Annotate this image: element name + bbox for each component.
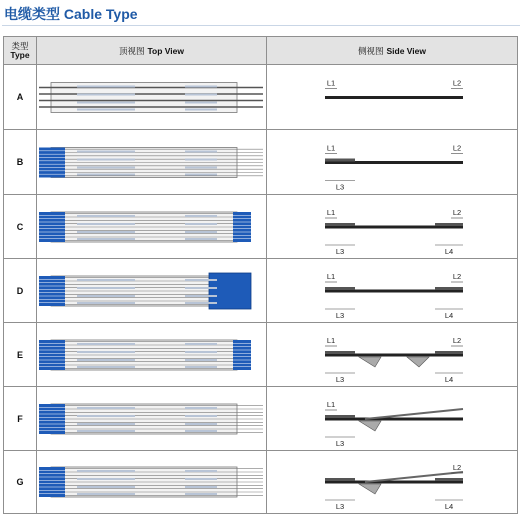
print-mark xyxy=(185,279,217,281)
stiffener-right-profile xyxy=(435,351,463,354)
page-title: 电缆类型 Cable Type xyxy=(4,6,138,22)
top-view-drawing xyxy=(37,195,266,259)
stiffener-left xyxy=(39,148,65,178)
stiffener-left xyxy=(39,276,65,306)
dimension-l1: L1 xyxy=(326,208,336,217)
print-mark xyxy=(185,151,217,153)
dimension-l1: L1 xyxy=(326,143,336,153)
cable-row-e xyxy=(4,323,517,387)
dimension-l2: L2 xyxy=(452,272,462,281)
stiffener-left-profile xyxy=(325,415,355,418)
dimension-l3: L3 xyxy=(335,182,345,192)
fold-tab xyxy=(359,357,381,367)
print-mark xyxy=(77,167,135,169)
print-mark xyxy=(185,94,217,96)
print-mark xyxy=(77,486,135,488)
print-mark xyxy=(77,470,135,472)
print-mark xyxy=(77,279,135,281)
cable-profile xyxy=(325,96,463,99)
header-top-view xyxy=(37,37,266,65)
row-type-label: A xyxy=(16,92,24,102)
print-mark xyxy=(77,423,135,425)
stiffener-right-profile xyxy=(435,478,463,481)
header-top-cn: 顶视图 xyxy=(118,45,145,56)
stiffener-left xyxy=(39,404,65,434)
fold-tab xyxy=(407,357,429,367)
print-mark xyxy=(185,295,217,297)
print-mark xyxy=(77,94,135,96)
cable-row-d xyxy=(4,259,517,323)
print-mark xyxy=(185,223,217,225)
print-mark xyxy=(77,343,135,345)
top-view-drawing xyxy=(37,65,266,130)
print-mark xyxy=(185,238,217,240)
print-mark xyxy=(185,366,217,368)
print-mark xyxy=(185,287,217,289)
stiffener-right xyxy=(233,340,251,370)
print-mark xyxy=(77,151,135,153)
stiffener-left-profile xyxy=(325,287,355,290)
print-mark xyxy=(185,231,217,233)
stiffener-left-profile xyxy=(325,351,355,354)
row-type-label: E xyxy=(16,349,23,360)
row-type-label: G xyxy=(16,477,24,487)
cable-row-g xyxy=(4,451,517,513)
column-divider xyxy=(266,37,267,513)
dimension-l4: L4 xyxy=(444,502,454,511)
print-mark xyxy=(77,295,135,297)
side-view-drawing xyxy=(267,130,517,195)
dimension-l1: L1 xyxy=(326,400,336,409)
print-mark xyxy=(77,302,135,304)
side-view-drawing xyxy=(267,259,517,323)
fold-tab xyxy=(359,421,381,431)
dimension-l3: L3 xyxy=(335,247,345,256)
dimension-l4: L4 xyxy=(444,247,454,256)
cable-row-f xyxy=(4,387,517,451)
cable-row-c xyxy=(4,195,517,259)
fold-tab xyxy=(359,484,381,494)
dimension-l4: L4 xyxy=(444,375,454,384)
print-mark xyxy=(77,351,135,353)
stiffener-left-profile xyxy=(325,159,355,162)
header-type xyxy=(4,37,36,65)
print-mark xyxy=(185,159,217,161)
title-divider xyxy=(2,25,520,26)
print-mark xyxy=(185,423,217,425)
dimension-l2: L2 xyxy=(452,78,462,88)
print-mark xyxy=(185,430,217,432)
stiffener-left xyxy=(39,467,65,497)
stiffener-left xyxy=(39,340,65,370)
print-mark xyxy=(185,470,217,472)
print-mark xyxy=(77,430,135,432)
side-view-drawing xyxy=(267,451,517,513)
dimension-l1: L1 xyxy=(326,78,336,88)
top-view-drawing xyxy=(37,387,266,451)
column-divider xyxy=(36,37,37,513)
print-mark xyxy=(185,407,217,409)
stiffener-right-profile xyxy=(435,223,463,226)
stiffener-left xyxy=(39,212,65,242)
dimension-l2: L2 xyxy=(452,208,462,217)
print-mark xyxy=(77,109,135,111)
dimension-l1: L1 xyxy=(326,272,336,281)
side-view-drawing xyxy=(267,323,517,387)
print-mark xyxy=(185,486,217,488)
print-mark xyxy=(185,478,217,480)
top-view-drawing xyxy=(37,451,266,513)
row-type-label: B xyxy=(16,157,24,167)
dimension-l2: L2 xyxy=(452,143,462,153)
print-mark xyxy=(77,359,135,361)
top-view-drawing xyxy=(37,259,266,323)
stiffener-right xyxy=(233,212,251,242)
row-type-label: F xyxy=(17,413,23,424)
print-mark xyxy=(77,223,135,225)
table-header xyxy=(4,37,517,65)
dimension-l3: L3 xyxy=(335,311,345,320)
dimension-l2: L2 xyxy=(452,336,462,345)
top-view-drawing xyxy=(37,130,266,195)
print-mark xyxy=(185,167,217,169)
cable-type-table xyxy=(3,36,518,514)
print-mark xyxy=(185,359,217,361)
print-mark xyxy=(77,86,135,88)
print-mark xyxy=(77,287,135,289)
cable-row-b xyxy=(4,130,517,195)
side-view-drawing xyxy=(267,387,517,451)
print-mark xyxy=(185,215,217,217)
print-mark xyxy=(185,102,217,104)
row-type-label: C xyxy=(16,221,24,232)
stiffener-right-profile xyxy=(435,287,463,290)
dimension-l3: L3 xyxy=(335,439,345,448)
print-mark xyxy=(77,238,135,240)
print-mark xyxy=(77,407,135,409)
print-mark xyxy=(185,351,217,353)
print-mark xyxy=(185,415,217,417)
dimension-l2: L2 xyxy=(452,463,462,472)
header-type-cn: 类型 xyxy=(11,41,29,51)
dimension-l1: L1 xyxy=(326,336,336,345)
header-side-en: Side View xyxy=(386,45,427,56)
dimension-l4: L4 xyxy=(444,311,454,320)
print-mark xyxy=(77,215,135,217)
print-mark xyxy=(77,102,135,104)
print-mark xyxy=(77,174,135,176)
print-mark xyxy=(185,174,217,176)
header-type-en: Type xyxy=(10,50,30,60)
print-mark xyxy=(185,86,217,88)
print-mark xyxy=(185,302,217,304)
dimension-l3: L3 xyxy=(335,375,345,384)
dimension-l3: L3 xyxy=(335,502,345,511)
print-mark xyxy=(77,493,135,495)
print-mark xyxy=(77,159,135,161)
print-mark xyxy=(185,109,217,111)
stiffener-left-profile xyxy=(325,478,355,481)
row-type-label: D xyxy=(16,285,24,296)
print-mark xyxy=(185,493,217,495)
header-side-view xyxy=(267,37,517,65)
top-view-drawing xyxy=(37,323,266,387)
print-mark xyxy=(77,231,135,233)
stiffener-left-profile xyxy=(325,223,355,226)
print-mark xyxy=(77,478,135,480)
cable-row-a xyxy=(4,65,517,130)
print-mark xyxy=(185,343,217,345)
header-side-cn: 侧视图 xyxy=(357,45,384,56)
side-view-drawing xyxy=(267,65,517,130)
header-top-en: Top View xyxy=(147,45,185,56)
print-mark xyxy=(77,415,135,417)
side-view-drawing xyxy=(267,195,517,259)
print-mark xyxy=(77,366,135,368)
